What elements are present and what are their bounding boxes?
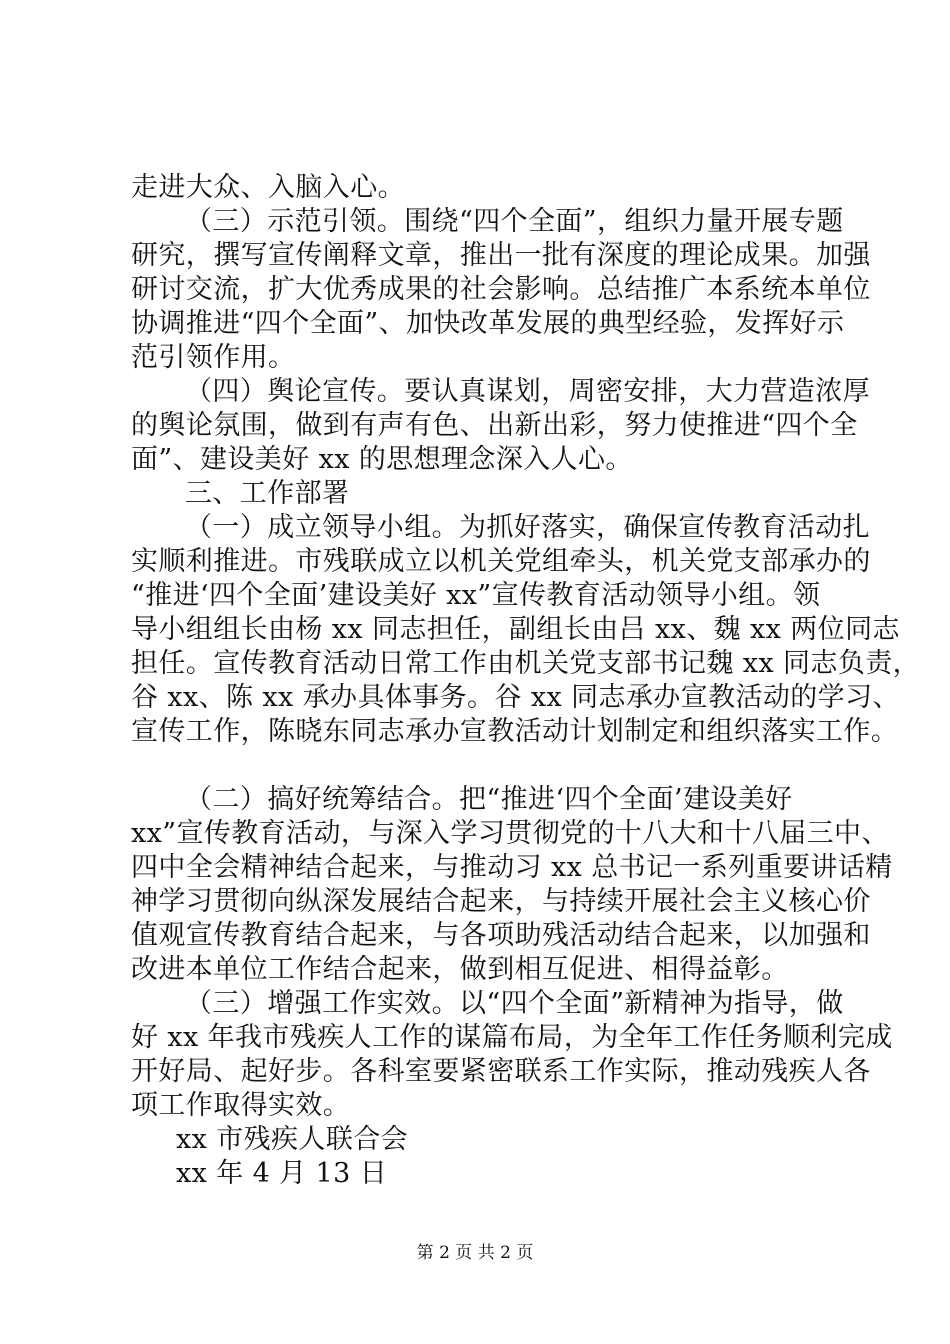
text-line: 导小组组长由杨 xx 同志担任，副组长由吕 xx、魏 xx 两位同志 bbox=[131, 614, 900, 645]
text-line: 值观宣传教育结合起来，与各项助残活动结合起来，以加强和 bbox=[131, 920, 871, 951]
text-line: 研讨交流，扩大优秀成果的社会影响。总结推广本系统本单位 bbox=[131, 274, 871, 305]
text-line: xx”宣传教育活动，与深入学习贯彻党的十八大和十八届三中、 bbox=[131, 818, 889, 849]
text-line: 四中全会精神结合起来，与推动习 xx 总书记一系列重要讲话精 bbox=[131, 852, 893, 883]
paragraph-heading-1: （一）成立领导小组。为抓好落实，确保宣传教育活动扎 bbox=[185, 512, 870, 543]
text-line: 谷 xx、陈 xx 承办具体事务。谷 xx 同志承办宣教活动的学习、 bbox=[131, 682, 900, 713]
text-line: 的舆论氛围，做到有声有色、出新出彩，努力使推进“四个全 bbox=[131, 410, 858, 441]
text-line: 担任。宣传教育活动日常工作由机关党支部书记魏 xx 同志负责， bbox=[131, 648, 921, 679]
paragraph-heading-2: （二）搞好统筹结合。把“推进‘四个全面’建设美好 bbox=[185, 784, 793, 815]
text-line: 研究，撰写宣传阐释文章，推出一批有深度的理论成果。加强 bbox=[131, 240, 871, 271]
text-line: 宣传工作，陈晓东同志承办宣教活动计划制定和组织落实工作。 bbox=[131, 716, 899, 747]
paragraph-heading-3b: （三）增强工作实效。以“四个全面”新精神为指导，做 bbox=[185, 988, 844, 1019]
text-line: 面”、建设美好 xx 的思想理念深入人心。 bbox=[131, 444, 633, 475]
paragraph-heading-4: （四）舆论宣传。要认真谋划，周密安排，大力营造浓厚 bbox=[185, 376, 870, 407]
signature-organization: xx 市残疾人联合会 bbox=[176, 1124, 409, 1155]
text-line: 好 xx 年我市残疾人工作的谋篇布局，为全年工作任务顺利完成 bbox=[131, 1022, 893, 1053]
page-footer: 第 2 页 共 2 页 bbox=[416, 1243, 534, 1263]
text-line: 协调推进“四个全面”、加快改革发展的典型经验，发挥好示 bbox=[131, 308, 845, 339]
section-heading: 三、工作部署 bbox=[185, 478, 350, 509]
text-line: 走进大众、入脑入心。 bbox=[131, 172, 405, 203]
text-line: 开好局、起好步。各科室要紧密联系工作实际，推动残疾人各 bbox=[131, 1056, 871, 1087]
text-line: 范引领作用。 bbox=[131, 342, 296, 373]
text-line: 改进本单位工作结合起来，做到相互促进、相得益彰。 bbox=[131, 954, 789, 985]
signature-date: xx 年 4 月 13 日 bbox=[176, 1158, 388, 1189]
text-line: 项工作取得实效。 bbox=[131, 1090, 351, 1121]
text-line: “推进‘四个全面’建设美好 xx”宣传教育活动领导小组。领 bbox=[131, 580, 821, 611]
text-line: 神学习贯彻向纵深发展结合起来，与持续开展社会主义核心价 bbox=[131, 886, 871, 917]
text-line: 实顺利推进。市残联成立以机关党组牵头，机关党支部承办的 bbox=[131, 546, 871, 577]
paragraph-heading-3: （三）示范引领。围绕“四个全面”，组织力量开展专题 bbox=[185, 206, 844, 237]
